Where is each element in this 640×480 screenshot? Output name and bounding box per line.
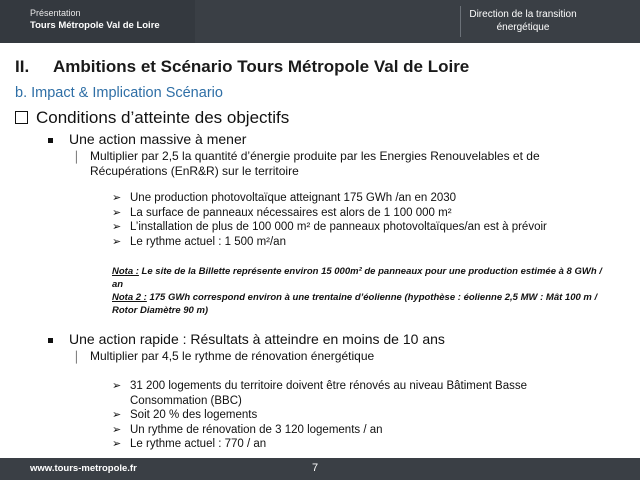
slide-title [15,57,469,77]
section2-detail [76,349,610,364]
header-department-line2: énergétique [496,22,550,33]
arrow-bullet-icon: ➢ [112,206,122,219]
list-item [112,220,547,235]
list-item [112,379,562,408]
page-number: 7 [312,462,319,474]
square-bullet-icon [48,138,53,143]
section1-bullet [48,131,246,147]
arrow-bullet-icon: ➢ [112,192,122,204]
slide-subtitle: b. Impact & Implication Scénario [15,85,223,101]
pipe-bullet-icon: ⎸ [76,349,90,364]
list-item-text: Une production photovoltaïque atteignant 175 GWh /an en 2030 [130,192,457,204]
header-bar [0,0,640,43]
note-2 [112,292,612,317]
list-item-text: L’installation de plus de 100 000 m² de panneaux photovoltaïques/an est à prévoir [130,221,547,233]
checkbox-bullet-icon [15,111,28,124]
list-item-text: Soit 20 % des logements [130,409,258,421]
title-numeral: II. [15,57,30,76]
section1-detail-line1: Multiplier par 2,5 la quantité d’énergie produite par les Energies Renouvelables et de [90,149,540,163]
header-department-line1: Direction de la transition [469,9,577,20]
pipe-bullet-icon: ⎸ [76,149,90,164]
note-2-text: 175 GWh correspond environ à une trentaine d’éolienne (hypothèse : éolienne 2,5 MW : Mât 100 m / Rotor Diamètre 90 m) [112,292,598,316]
list-item [112,423,562,438]
header-presentation-label: Présentation [30,8,81,18]
section-heading [15,108,289,128]
section1-label: Une action massive à mener [69,131,247,147]
list-item-text: La surface de panneaux nécessaires est alors de 1 100 000 m² [130,206,452,219]
section1-items [112,191,547,249]
arrow-bullet-icon: ➢ [112,438,122,450]
square-bullet-icon [48,338,53,343]
arrow-bullet-icon: ➢ [112,409,122,421]
list-item [112,235,547,250]
note-1-label: Nota : [112,266,139,277]
list-item [112,437,562,452]
footer-bar [0,458,640,480]
arrow-bullet-icon: ➢ [112,423,122,436]
list-item-text: Un rythme de rénovation de 3 120 logements / an [130,423,383,436]
header-department [448,8,598,34]
arrow-bullet-icon: ➢ [112,235,122,248]
title-text: Ambitions et Scénario Tours Métropole Val de Loire [53,57,470,76]
list-item-text: 31 200 logements du territoire doivent être rénovés au niveau Bâtiment Basse Consommation (BBC) [130,380,527,407]
arrow-bullet-icon: ➢ [112,221,122,233]
header-organization-name: Tours Métropole Val de Loire [30,20,160,31]
section2-label: Une action rapide : Résultats à atteindre en moins de 10 ans [69,331,445,347]
footer-website-link[interactable]: www.tours-metropole.fr [30,463,137,474]
list-item [112,191,547,206]
list-item-text: Le rythme actuel : 770 / an [130,438,267,450]
header-left-panel [0,0,195,43]
section-heading-text: Conditions d’atteinte des objectifs [36,108,290,127]
section2-bullet [48,331,445,347]
note-2-label: Nota 2 : [112,292,147,303]
section1-detail [76,149,610,179]
note-1 [112,266,612,291]
list-item [112,408,562,423]
section1-detail-line2: Récupérations (EnR&R) sur le territoire [90,164,299,178]
list-item [112,206,547,221]
note-1-text: Le site de la Billette représente environ 15 000m² de panneaux pour une production estimée à 8 GWh / an [112,266,602,290]
arrow-bullet-icon: ➢ [112,380,122,392]
section2-items [112,379,562,452]
list-item-text: Le rythme actuel : 1 500 m²/an [130,235,286,248]
section2-detail-text: Multiplier par 4,5 le rythme de rénovation énergétique [90,349,375,363]
